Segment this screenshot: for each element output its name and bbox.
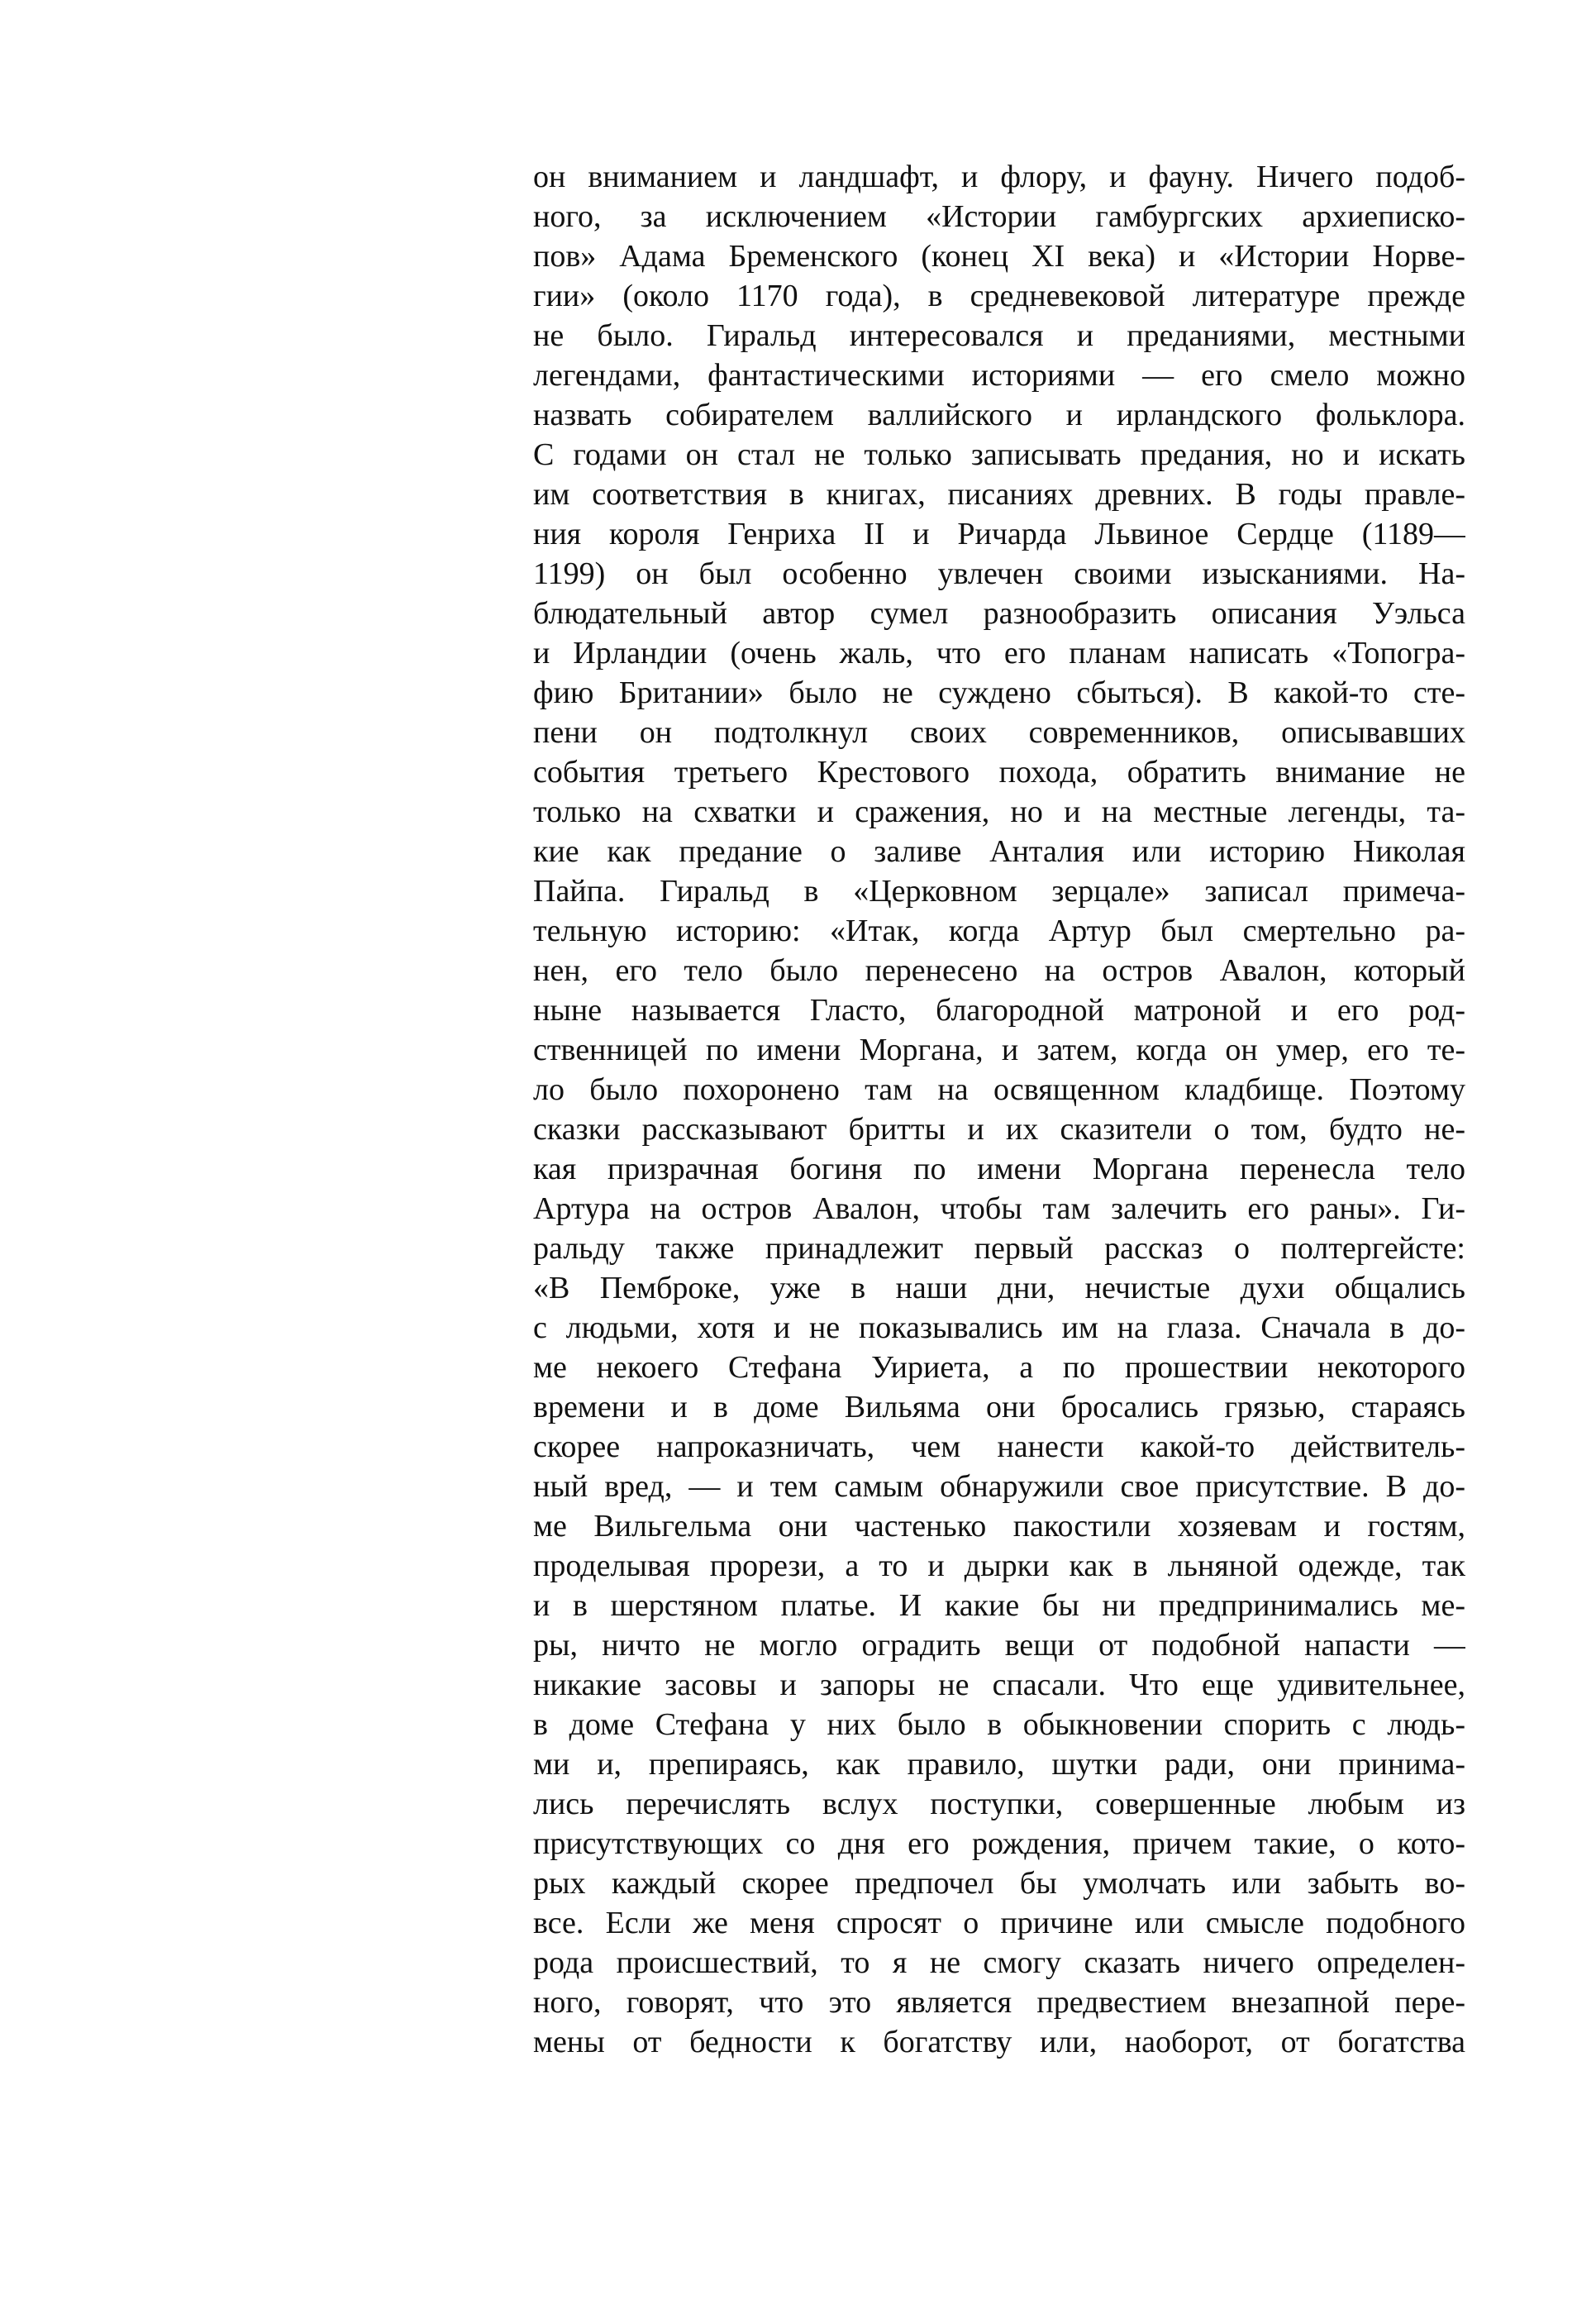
text-line: «В Пемброке, уже в наши дни, нечистые духи общались xyxy=(533,1271,1465,1305)
text-line: и Ирландии (очень жаль, что его планам написать «Топогра- xyxy=(533,636,1465,670)
text-line: сказки рассказывают бритты и их сказители о том, будто не- xyxy=(533,1112,1465,1147)
text-line: с людьми, хотя и не показывались им на глаза. Сначала в до- xyxy=(533,1310,1465,1345)
text-line: не было. Гиральд интересовался и преданиями, местными xyxy=(533,318,1465,353)
text-line: рых каждый скорее предпочел бы умолчать или забыть во- xyxy=(533,1866,1465,1901)
body-text xyxy=(533,157,1465,2062)
text-line: лись перечислять вслух поступки, совершенные любым из xyxy=(533,1787,1465,1821)
text-line: ный вред, — и тем самым обнаружили свое присутствие. В до- xyxy=(533,1469,1465,1504)
text-line: он вниманием и ландшафт, и флору, и фауну. Ничего подоб- xyxy=(533,160,1465,194)
text-line: тельную историю: «Итак, когда Артур был смертельно ра- xyxy=(533,914,1465,948)
text-line: нен, его тело было перенесено на остров Авалон, который xyxy=(533,953,1465,988)
text-line: ственницей по имени Моргана, и затем, когда он умер, его те- xyxy=(533,1033,1465,1067)
text-line: кие как предание о заливе Анталия или историю Николая xyxy=(533,834,1465,869)
text-line: ныне называется Гласто, благородной матроной и его род- xyxy=(533,993,1465,1028)
text-line: ме Вильгельма они частенько пакостили хозяевам и гостям, xyxy=(533,1509,1465,1544)
text-line: ме некоего Стефана Уириета, а по прошествии некоторого xyxy=(533,1350,1465,1385)
text-line: ральду также принадлежит первый рассказ о полтергейсте: xyxy=(533,1231,1465,1266)
text-line: все. Если же меня спросят о причине или смысле подобного xyxy=(533,1906,1465,1940)
text-line: ло было похоронено там на освященном кладбище. Поэтому xyxy=(533,1072,1465,1107)
text-line: ры, ничто не могло оградить вещи от подобной напасти — xyxy=(533,1628,1465,1663)
text-line: 1199) он был особенно увлечен своими изысканиями. На- xyxy=(533,556,1465,591)
text-line: ми и, препираясь, как правило, шутки ради, они принима- xyxy=(533,1747,1465,1782)
text-line: Пайпа. Гиральд в «Церковном зерцале» записал примеча- xyxy=(533,874,1465,909)
text-line: С годами он стал не только записывать предания, но и искать xyxy=(533,437,1465,472)
text-line: рода происшествий, то я не смогу сказать ничего определен- xyxy=(533,1945,1465,1980)
text-line: пов» Адама Бременского (конец XI века) и «Истории Норве- xyxy=(533,239,1465,274)
text-line: кая призрачная богиня по имени Моргана перенесла тело xyxy=(533,1152,1465,1186)
text-line: фию Британии» было не суждено сбыться). В какой-то сте- xyxy=(533,675,1465,710)
text-line: и в шерстяном платье. И какие бы ни предпринимались ме- xyxy=(533,1588,1465,1623)
text-line: ного, за исключением «Истории гамбургских архиеписко- xyxy=(533,199,1465,234)
text-line: им соответствия в книгах, писаниях древних. В годы правле- xyxy=(533,477,1465,512)
text-line: назвать собирателем валлийского и ирландского фольклора. xyxy=(533,398,1465,432)
text-line: пени он подтолкнул своих современников, описывавших xyxy=(533,715,1465,750)
text-line: проделывая прорези, а то и дырки как в льняной одежде, так xyxy=(533,1548,1465,1583)
text-line: присутствующих со дня его рождения, причем такие, о кото- xyxy=(533,1826,1465,1861)
text-line: легендами, фантастическими историями — его смело можно xyxy=(533,358,1465,393)
text-line: блюдательный автор сумел разнообразить описания Уэльса xyxy=(533,596,1465,631)
text-line: ного, говорят, что это является предвестием внезапной пере- xyxy=(533,1985,1465,2020)
text-line: мены от бедности к богатству или, наоборот, от богатства xyxy=(533,2025,1465,2059)
text-line: скорее напроказничать, чем нанести какой-то действитель- xyxy=(533,1429,1465,1464)
text-line: Артура на остров Авалон, чтобы там залечить его раны». Ги- xyxy=(533,1191,1465,1226)
text-line: ния короля Генриха II и Ричарда Львиное Сердце (1189— xyxy=(533,517,1465,551)
text-line: только на схватки и сражения, но и на местные легенды, та- xyxy=(533,795,1465,829)
text-line: в доме Стефана у них было в обыкновении спорить с людь- xyxy=(533,1707,1465,1742)
text-line: никакие засовы и запоры не спасали. Что еще удивительнее, xyxy=(533,1668,1465,1702)
text-line: события третьего Крестового похода, обратить внимание не xyxy=(533,755,1465,790)
text-line: гии» (около 1170 года), в средневековой литературе прежде xyxy=(533,279,1465,313)
text-line: времени и в доме Вильяма они бросались грязью, стараясь xyxy=(533,1390,1465,1424)
